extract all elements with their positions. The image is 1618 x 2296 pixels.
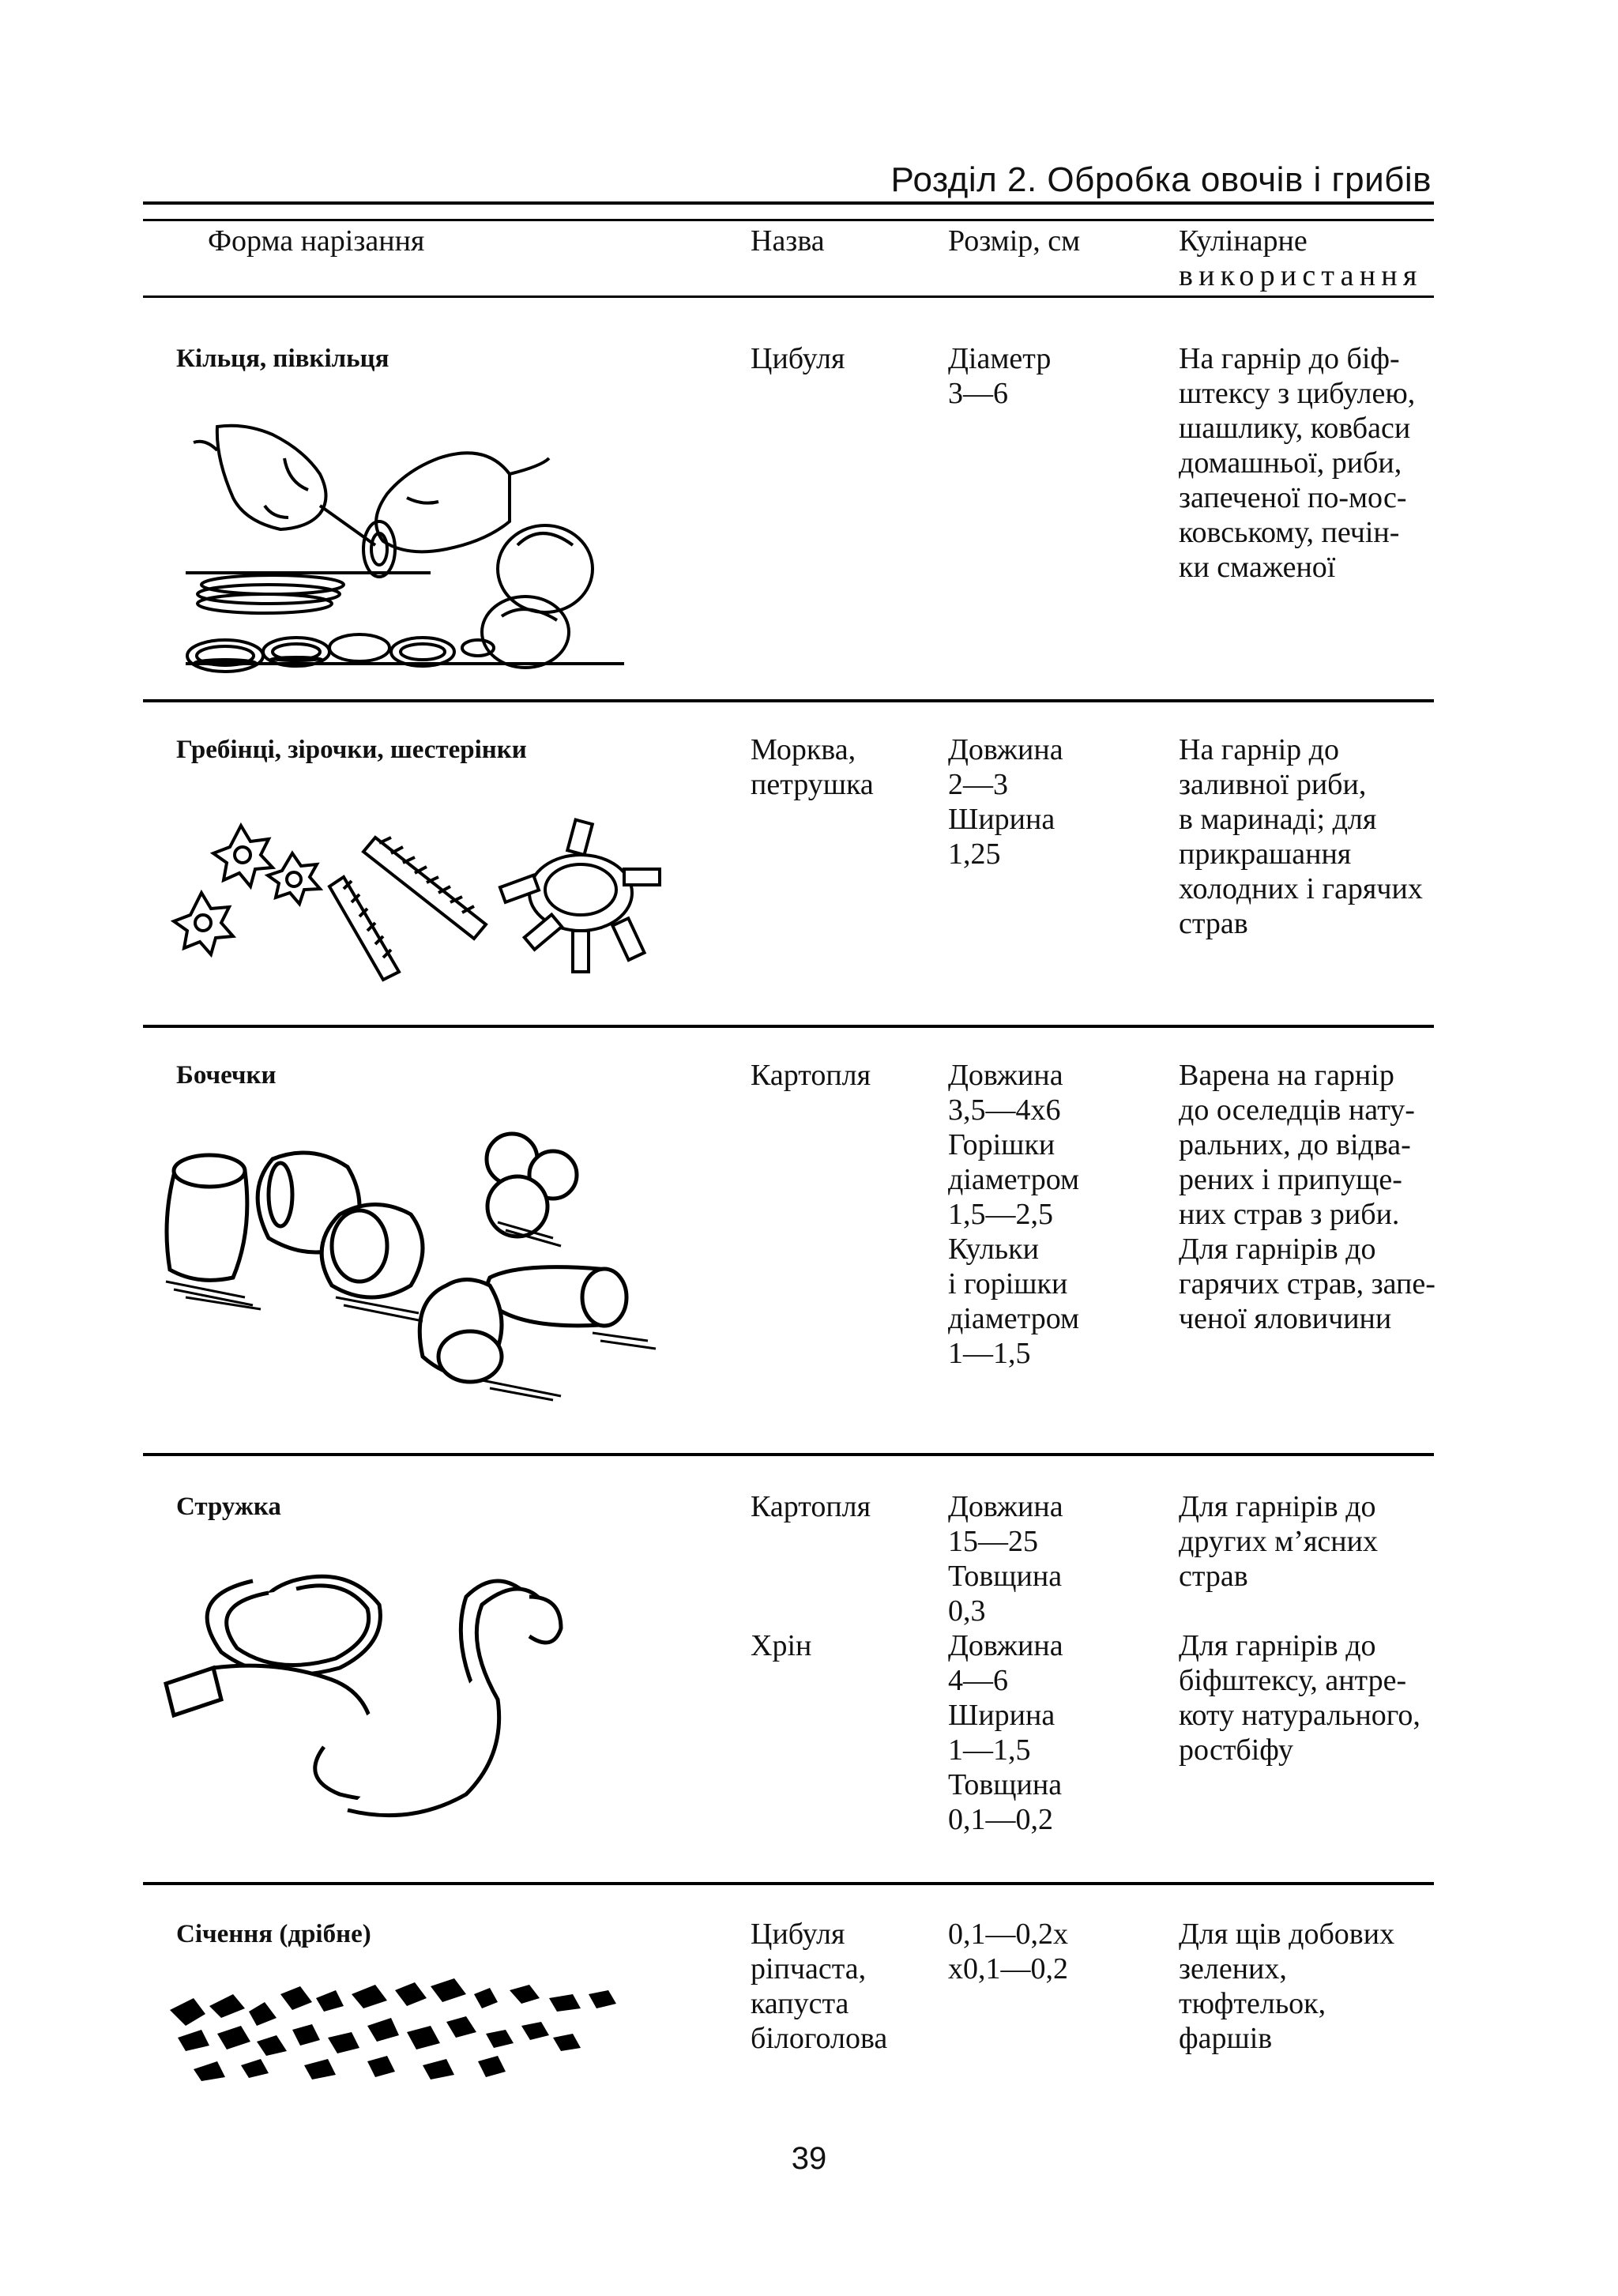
row-size: Довжина 15—25 Товщина 0,3 xyxy=(948,1490,1063,1628)
row-name: Морква, петрушка xyxy=(751,733,874,801)
row-name: Картопля xyxy=(751,1059,871,1092)
onion-rings-illustration xyxy=(170,411,644,687)
table-header-rule xyxy=(143,295,1434,298)
row-size: Довжина 3,5—4х6 Горішки діаметром 1,5—2,5 Кульки і горішки діаметром 1—1,5 xyxy=(948,1059,1080,1370)
row-name-secondary: Хрін xyxy=(751,1629,812,1662)
row-use: Для гарнірів до других м’ясних страв xyxy=(1179,1490,1378,1593)
row-name: Цибуля xyxy=(751,342,845,375)
row-use: На гарнір до заливної риби, в маринаді; для прикрашання холодних і гарячих страв xyxy=(1179,733,1423,940)
column-header-use-line2: використання xyxy=(1179,259,1423,292)
row-use: Для щів добових зелених, тюфтельок, фаршів xyxy=(1179,1918,1395,2055)
row-size: Довжина 2—3 Ширина 1,25 xyxy=(948,733,1063,871)
row-divider xyxy=(143,1453,1434,1456)
potato-shavings-illustration xyxy=(150,1549,656,1842)
column-header-form: Форма нарізання xyxy=(208,224,425,258)
potato-barrels-illustration xyxy=(150,1127,687,1420)
row-divider xyxy=(143,699,1434,702)
row-title: Січення (дрібне) xyxy=(176,1920,371,1948)
row-size-secondary: Довжина 4—6 Ширина 1—1,5 Товщина 0,1—0,2 xyxy=(948,1629,1063,1836)
column-header-use xyxy=(1179,224,1439,293)
row-size: 0,1—0,2х х0,1—0,2 xyxy=(948,1918,1068,1985)
row-title: Бочечки xyxy=(176,1061,277,1090)
row-divider xyxy=(143,1025,1434,1028)
row-name: Картопля xyxy=(751,1490,871,1523)
column-header-use-line1: Кулінарне xyxy=(1179,224,1308,258)
header-rule xyxy=(143,219,1434,221)
row-use: На гарнір до біф- штексу з цибулею, шашлику, ковбаси домашньої, риби, запеченої по-мос- ковському, печін- ки смаженої xyxy=(1179,342,1416,584)
row-size: Діаметр 3—6 xyxy=(948,342,1052,410)
row-title: Стружка xyxy=(176,1492,281,1521)
carrot-stars-illustration xyxy=(154,814,675,996)
running-head: Розділ 2. Обробка овочів і грибів xyxy=(890,160,1432,199)
column-header-name: Назва xyxy=(751,224,825,258)
chopped-onion-illustration xyxy=(162,1963,675,2089)
row-use-secondary: Для гарнірів до біфштексу, антре- коту натурального, ростбіфу xyxy=(1179,1629,1420,1767)
header-rule xyxy=(143,201,1434,205)
column-header-size: Розмір, см xyxy=(948,224,1081,258)
row-use: Варена на гарнір до оселедців нату- ральних, до відва- рених і припуще- них страв з риби. Для гарнірів до гарячих страв, запе- ченої яловичини xyxy=(1179,1059,1436,1335)
page-number: 39 xyxy=(791,2141,827,2176)
row-title: Кільця, півкільця xyxy=(176,344,389,373)
row-divider xyxy=(143,1882,1434,1885)
row-name: Цибуля ріпчаста, капуста білоголова xyxy=(751,1918,888,2055)
row-title: Гребінці, зірочки, шестерінки xyxy=(176,736,527,764)
